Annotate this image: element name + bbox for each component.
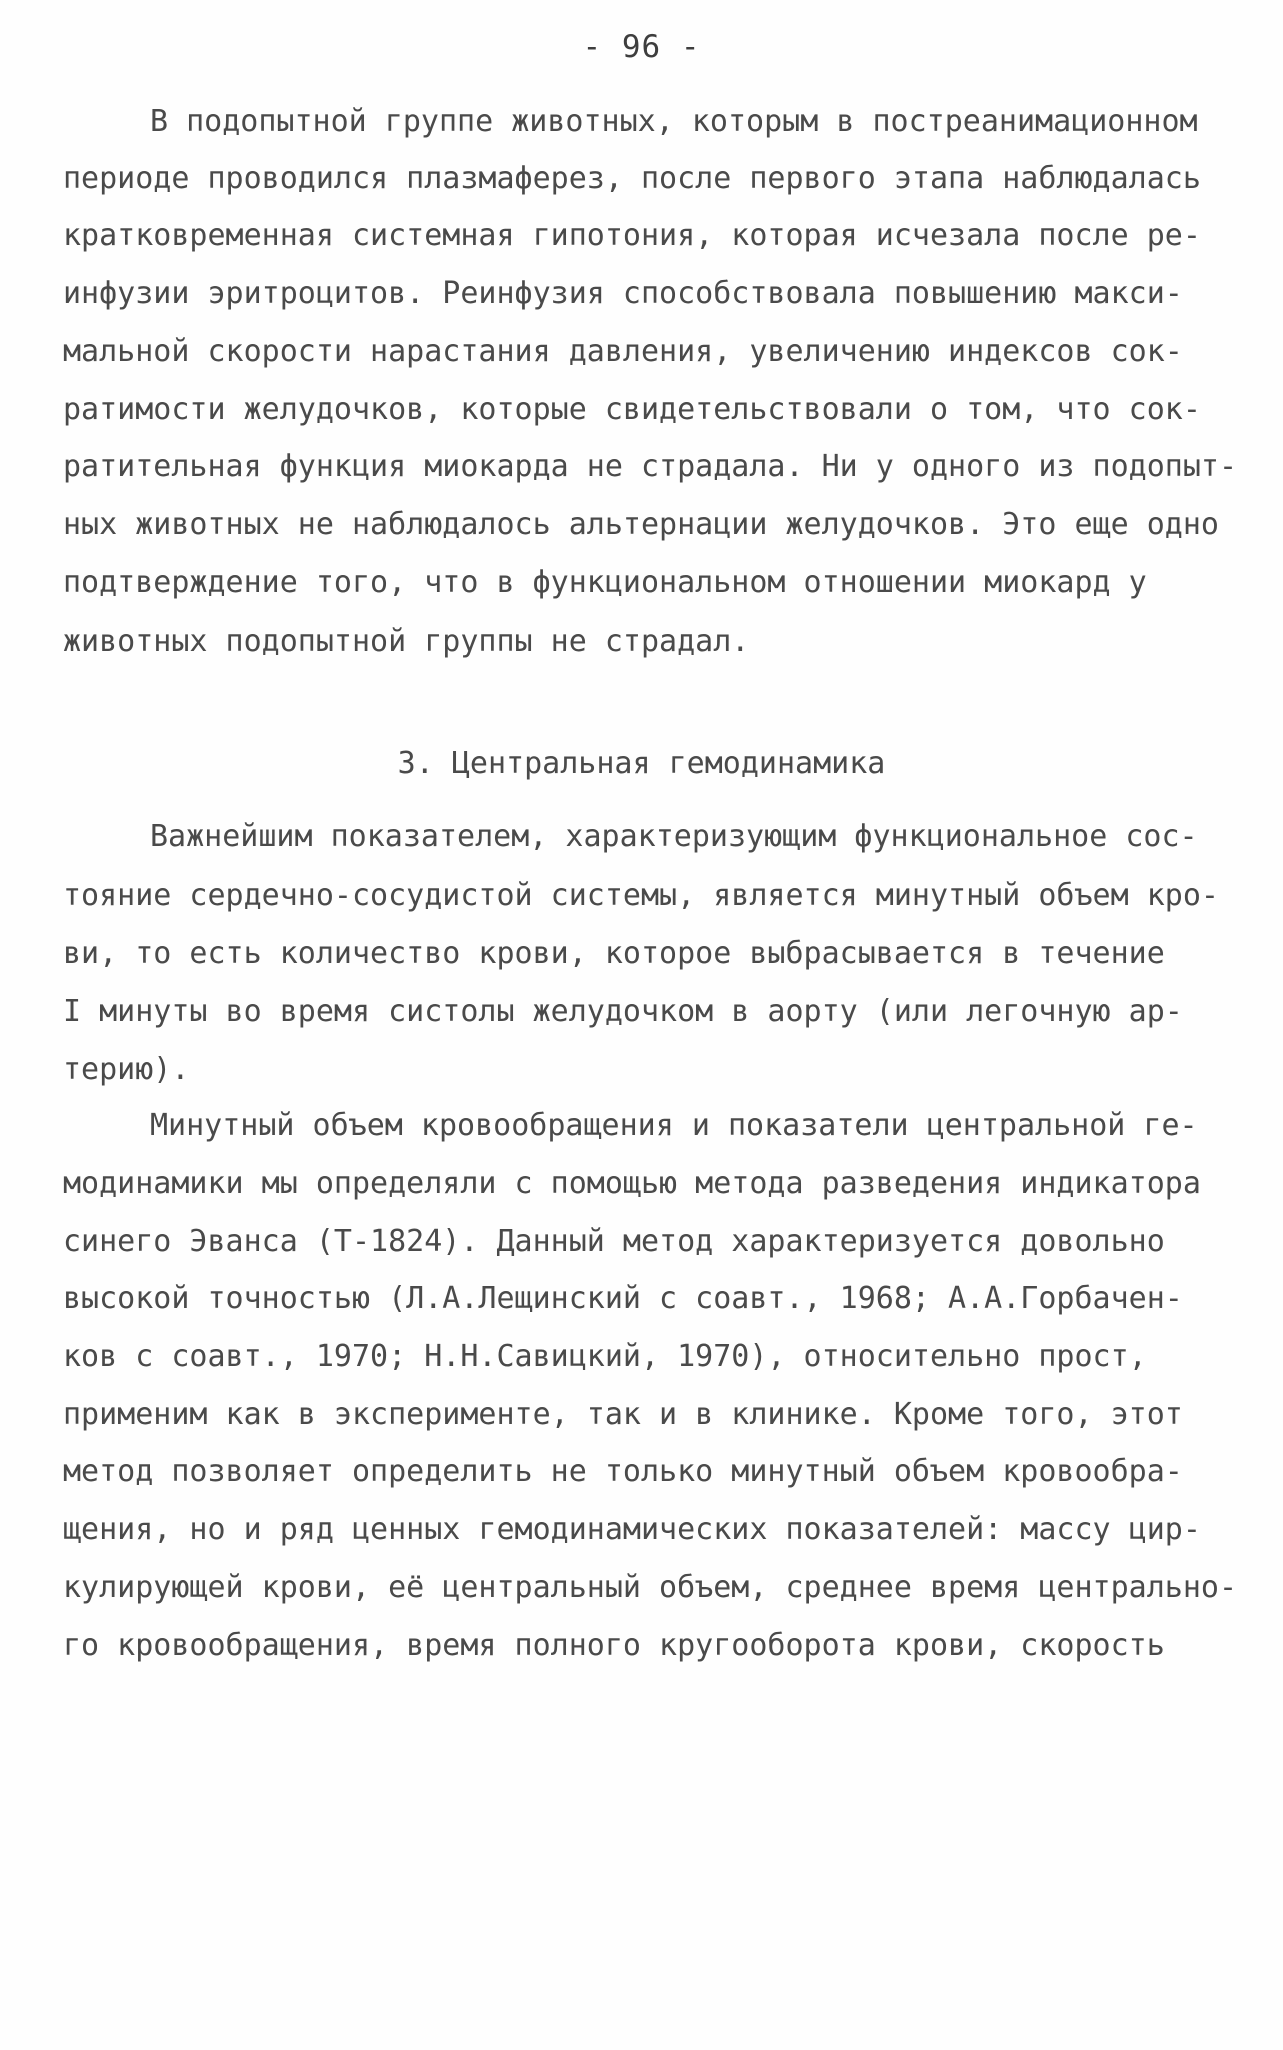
paragraph-3-line-9: кулирующей крови, её центральный объем, среднее время центрально-: [63, 1570, 1237, 1605]
paragraph-1-line-4: инфузии эритроцитов. Реинфузия способствовала повышению макси-: [63, 276, 1183, 311]
page-number: - 96 -: [582, 29, 701, 65]
paragraph-2-line-5: терию).: [63, 1052, 190, 1087]
paragraph-1-line-7: ратительная функция миокарда не страдала. Ни у одного из подопыт-: [63, 449, 1237, 484]
paragraph-1-line-6: ратимости желудочков, которые свидетельствовали о том, что сок-: [63, 392, 1201, 427]
paragraph-3-line-2: модинамики мы определяли с помощью метода разведения индикатора: [63, 1166, 1201, 1201]
paragraph-3-line-10: го кровообращения, время полного кругооборота крови, скорость: [63, 1628, 1165, 1663]
paragraph-3-line-7: метод позволяет определить не только минутный объем кровообра-: [63, 1454, 1183, 1489]
paragraph-1-line-9: подтверждение того, что в функциональном отношении миокард у: [63, 565, 1147, 600]
paragraph-1-line-8: ных животных не наблюдалось альтернации желудочков. Это еще одно: [63, 507, 1219, 542]
paragraph-3-line-3: синего Эванса (Т-1824). Данный метод характеризуется довольно: [63, 1224, 1165, 1259]
paragraph-1-line-1: В подопытной группе животных, которым в постреанимационном: [150, 104, 1198, 139]
paragraph-1-line-5: мальной скорости нарастания давления, увеличению индексов сок-: [63, 334, 1183, 369]
paragraph-2-line-1: Важнейшим показателем, характеризующим функциональное сос-: [150, 819, 1198, 854]
paragraph-3-line-5: ков с соавт., 1970; Н.Н.Савицкий, 1970), относительно прост,: [63, 1339, 1147, 1374]
paragraph-2-line-3: ви, то есть количество крови, которое выбрасывается в течение: [63, 936, 1165, 971]
paragraph-1-line-10: животных подопытной группы не страдал.: [63, 624, 750, 659]
paragraph-3-line-8: щения, но и ряд ценных гемодинамических показателей: массу цир-: [63, 1512, 1201, 1547]
paragraph-3-line-1: Минутный объем кровообращения и показатели центральной ге-: [150, 1108, 1198, 1143]
paragraph-1-line-2: периоде проводился плазмаферез, после первого этапа наблюдалась: [63, 161, 1201, 196]
paragraph-2-line-4: I минуты во время систолы желудочком в аорту (или легочную ар-: [63, 994, 1183, 1029]
paragraph-3-line-6: применим как в эксперименте, так и в клинике. Кроме того, этот: [63, 1397, 1183, 1432]
section-heading: 3. Центральная гемодинамика: [397, 746, 886, 781]
paragraph-3-line-4: высокой точностью (Л.А.Лещинский с соавт., 1968; А.А.Горбачен-: [63, 1281, 1183, 1316]
paragraph-1-line-3: кратковременная системная гипотония, которая исчезала после ре-: [63, 218, 1201, 253]
paragraph-2-line-2: тояние сердечно-сосудистой системы, является минутный объем кро-: [63, 878, 1219, 913]
